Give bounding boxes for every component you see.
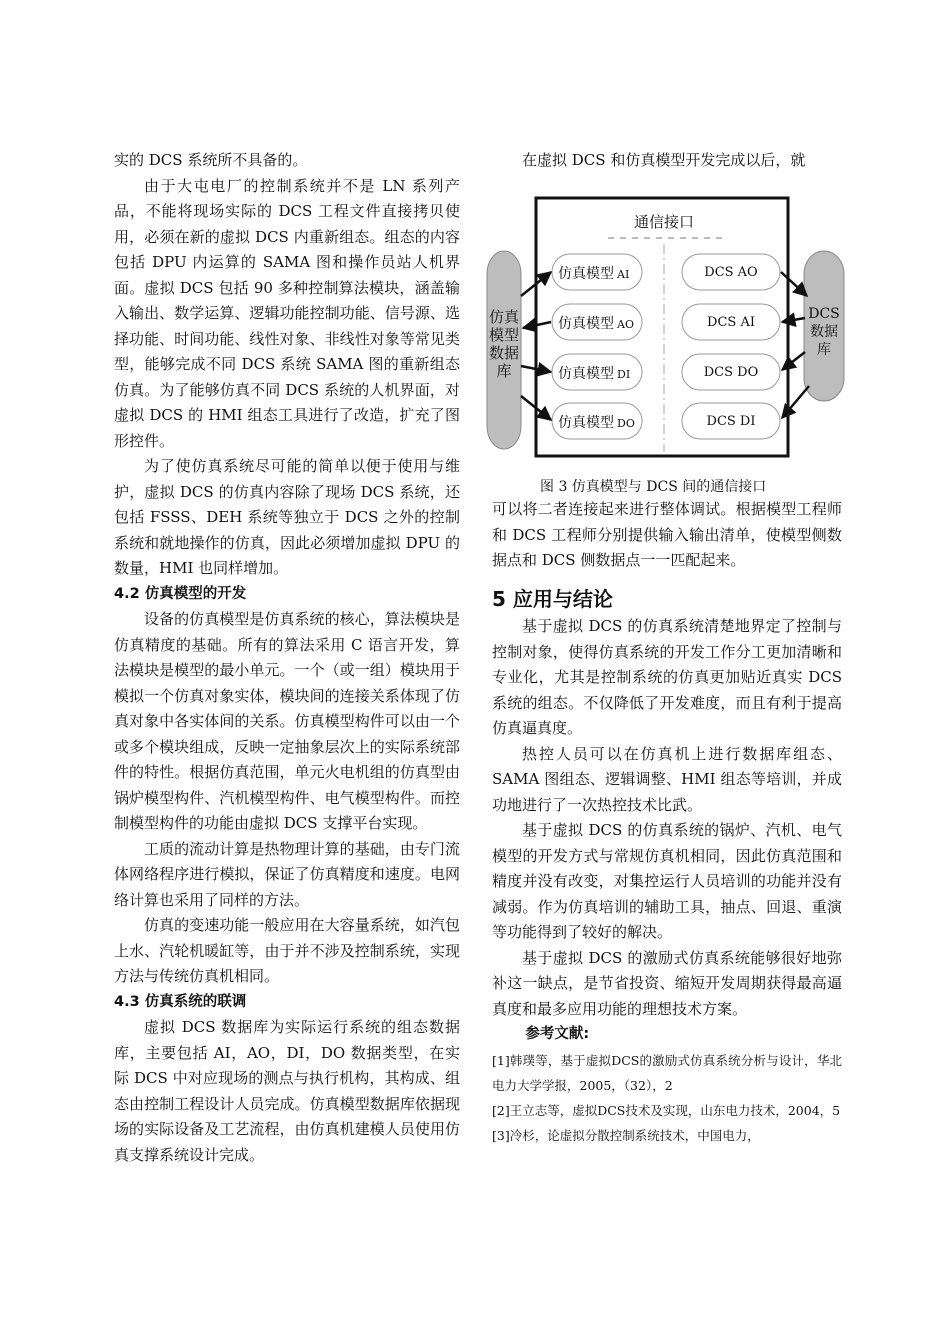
svg-text:仿真模型AO <box>558 315 634 332</box>
simulation-model-database <box>487 251 521 449</box>
db-label: 数据 <box>810 324 838 340</box>
box-label: 仿真模型 <box>558 266 614 282</box>
arrow <box>781 272 807 296</box>
svg-text:仿真模型DI <box>558 365 630 382</box>
box-label: DCS DO <box>703 365 759 380</box>
dcs-box-di <box>682 403 780 439</box>
box-sub: DI <box>617 368 631 381</box>
box-sub: DO <box>617 417 635 430</box>
db-label: 库 <box>496 362 512 380</box>
box-sub: AI <box>617 268 630 281</box>
paragraph: 热控人员可以在仿真机上进行数据库组态、SAMA 图组态、逻辑调整、HMI 组态等培训，并成功地进行了一次热控技术比武。 <box>492 744 842 814</box>
box-label: DCS AO <box>704 265 758 280</box>
paragraph: 虚拟 DCS 数据库为实际运行系统的组态数据库，主要包括 AI，AO，DI，DO 数据类型，在实际 DCS 中对应现场的测点与执行机构，其构成、组态由控制工程设计人员完成。仿真模型数据库依据现场的实际设备及工艺流程，由仿真机建模人员使用仿真支撑系统设计完成。 <box>114 1018 460 1164</box>
reference-item: [2]王立志等，虚拟DCS技术及实现，山东电力技术，2004，5 <box>492 1102 841 1118</box>
references-heading: 参考文献: <box>525 1026 590 1042</box>
dcs-box-ai <box>682 304 780 340</box>
model-box-ao <box>552 304 642 340</box>
paragraph: 基于虚拟 DCS 的仿真系统的锅炉、汽机、电气模型的开发方式与常规仿真机相同，因此仿真范围和精度并没有改变，对集控运行人员培训的功能并没有减弱。作为仿真培训的辅助工具，抽点、回退、重演等功能得到了较好的解决。 <box>492 821 842 941</box>
svg-text:仿真模型DO <box>558 414 635 431</box>
paragraph: 工质的流动计算是热物理计算的基础，由专门流体网络程序进行模拟，保证了仿真精度和速度。电网络计算也采用了同样的方法。 <box>114 839 460 909</box>
box-label: 仿真模型 <box>558 366 614 382</box>
section-heading-5: 5 应用与结论 <box>492 587 613 611</box>
figure-caption: 图 3 仿真模型与 DCS 间的通信接口 <box>540 479 767 495</box>
box-label: 仿真模型 <box>558 415 614 431</box>
db-label: DCS <box>808 306 840 322</box>
model-box-ai <box>552 254 642 290</box>
paragraph: 实的 DCS 系统所不具备的。 <box>114 151 308 169</box>
paragraph: 仿真的变速功能一般应用在大容量系统，如汽包上水、汽轮机暖缸等，由于并不涉及控制系统，实现方法与传统仿真机相同。 <box>114 916 460 985</box>
paragraph: 在虚拟 DCS 和仿真模型开发完成以后，就 <box>522 151 806 169</box>
subsection-heading-4-3: 4.3 仿真系统的联调 <box>114 993 247 1010</box>
model-box-di <box>552 354 642 390</box>
dcs-database <box>804 251 844 401</box>
paragraph: 可以将二者连接起来进行整体调试。根据模型工程师和 DCS 工程师分别提供输入输出清单，使模型侧数据点和 DCS 侧数据点一一匹配起来。 <box>492 500 842 569</box>
left-column <box>114 148 460 1168</box>
interface-label: 通信接口 <box>633 213 695 231</box>
svg-text:仿真模型AI <box>558 265 629 282</box>
dcs-box-do <box>682 354 780 390</box>
paragraph: 设备的仿真模型是仿真系统的核心，算法模块是仿真精度的基础。所有的算法采用 C 语言开发，算法模块是模型的最小单元。一个（或一组）模块用于模拟一个仿真对象实体，模块间的连接关系体现了仿真对象中各实体间的关系。仿真模型构件可以由一个或多个模块组成，反映一定抽象层次上的实际系统部件的特性。根据仿真范围，单元火电机组的仿真型由锅炉模型构件、汽机模型构件、电气模型构件。而控制模型构件的功能由虚拟 DCS 支撑平台实现。 <box>114 610 460 832</box>
right-column-section-5 <box>492 584 842 1148</box>
reference-item: [3]冷杉，论虚拟分散控制系统技术，中国电力， <box>492 1127 760 1143</box>
communication-interface-diagram <box>484 190 850 465</box>
db-label: 库 <box>817 342 831 358</box>
paragraph: 由于大屯电厂的控制系统并不是 LN 系列产品，不能将现场实际的 DCS 工程文件直接拷贝使用，必须在新的虚拟 DCS 内重新组态。组态的内容包括 DPU 内运算的 SAMA 图和操作员站人机界面。虚拟 DCS 包括 90 多种控制算法模块，涵盖输入输出、数学运算、逻辑功能控制功能、信号源、选择功能、时间功能、线性对象、非线性对象等常见类型，能够完成不同 DCS 系统 SAMA 图的重新组态仿真。为了能够仿真不同 DCS 系统的人机界面，对虚拟 DCS 的 HMI 组态工具进行了改造，扩充了图形控件。 <box>114 176 460 450</box>
db-label: 数据 <box>488 344 520 362</box>
dcs-box-ao <box>682 254 780 290</box>
arrow <box>782 352 805 370</box>
subsection-heading-4-2: 4.2 仿真模型的开发 <box>114 585 247 602</box>
arrow <box>782 318 805 322</box>
box-sub: AO <box>617 318 634 331</box>
right-column-top <box>492 148 842 174</box>
box-label: DCS DI <box>706 414 756 429</box>
box-label: 仿真模型 <box>558 316 614 332</box>
right-column-after-figure <box>492 497 842 574</box>
paragraph: 为了使仿真系统尽可能的简单以便于使用与维护，虚拟 DCS 的仿真内容除了现场 DCS 系统，还包括 FSSS、DEH 系统等独立于 DCS 之外的控制系统和就地操作的仿真，因此必须增加虚拟 DPU 的数量，HMI 也同样增加。 <box>114 457 460 577</box>
paragraph: 基于虚拟 DCS 的仿真系统清楚地界定了控制与控制对象，使得仿真系统的开发工作分工更加清晰和专业化，尤其是控制系统的仿真更加贴近真实 DCS 系统的组态。不仅降低了开发难度，而且有利于提高仿真逼真度。 <box>492 617 842 737</box>
arrow <box>782 386 809 418</box>
paragraph: 基于虚拟 DCS 的激励式仿真系统能够很好地弥补这一缺点，是节省投资、缩短开发周期获得最高逼真度和最多应用功能的理想技术方案。 <box>492 948 842 1018</box>
box-label: DCS AI <box>707 315 755 330</box>
reference-item: [1]韩璞等，基于虚拟DCS的激励式仿真系统分析与设计，华北电力大学学报，2005，（32），2 <box>492 1052 842 1093</box>
db-label: 仿真 <box>488 308 520 326</box>
db-label: 模型 <box>488 326 520 344</box>
model-box-do <box>552 403 642 439</box>
